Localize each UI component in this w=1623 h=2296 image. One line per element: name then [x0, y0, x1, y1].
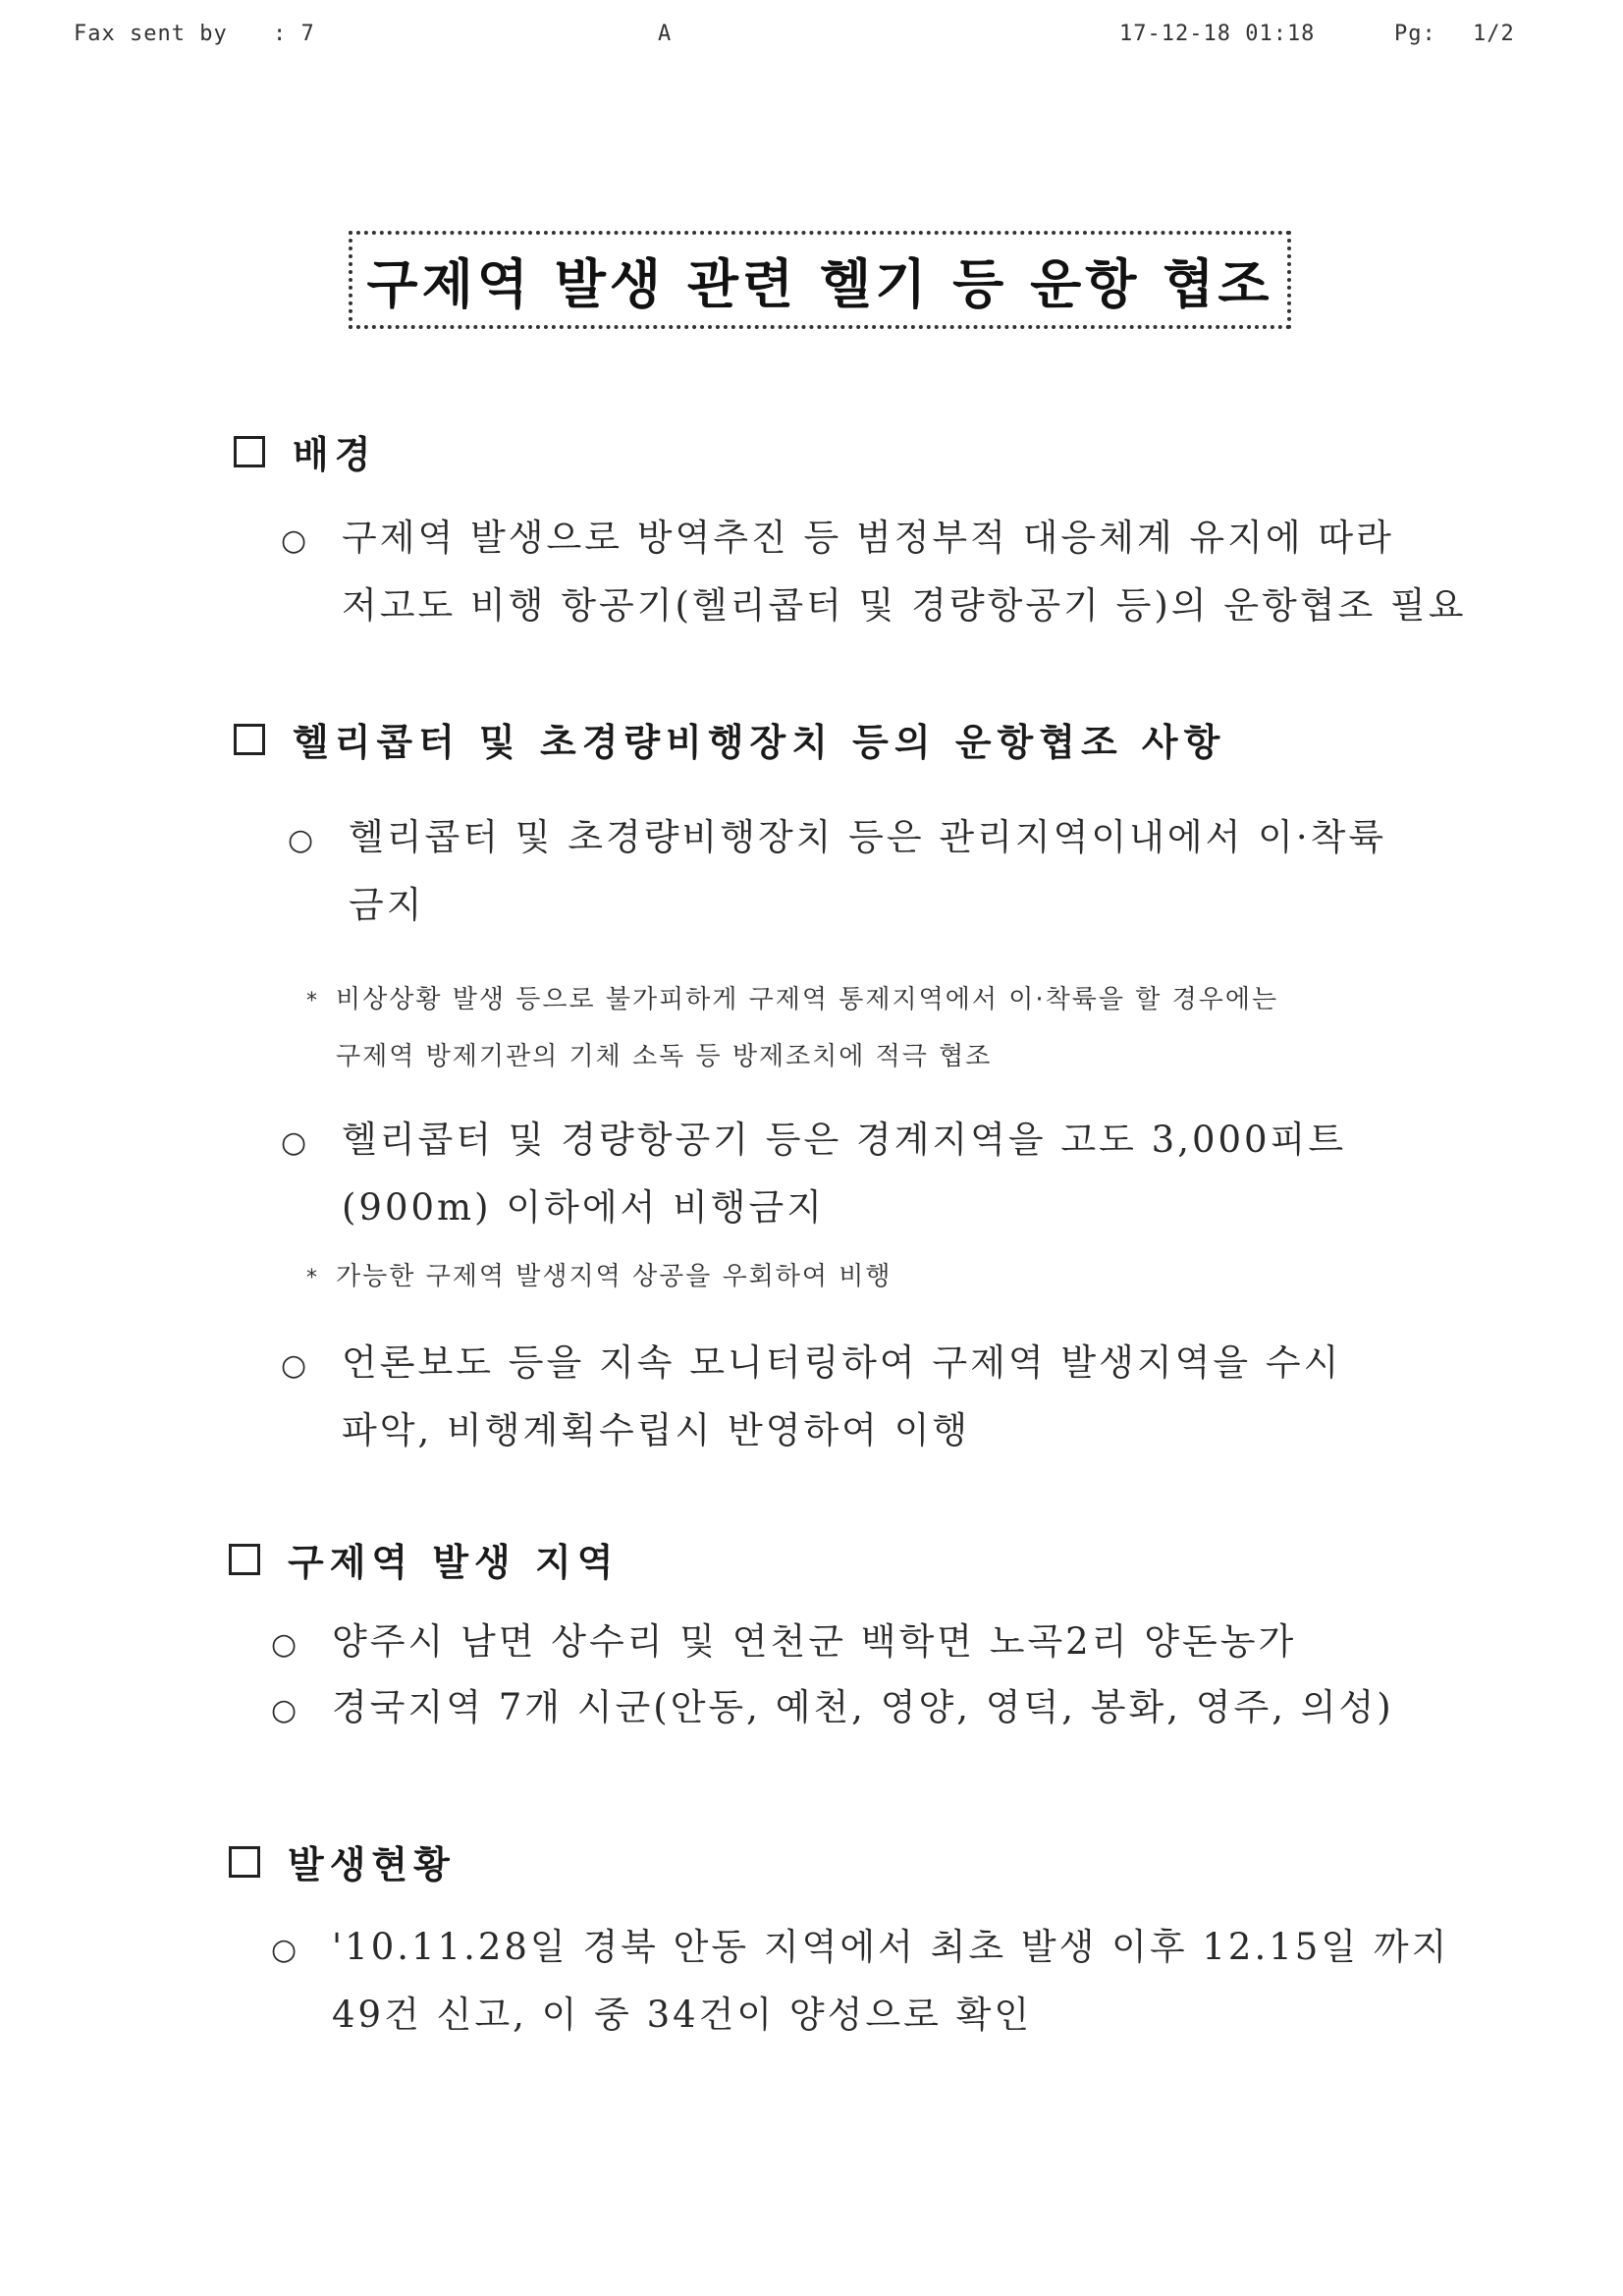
circle-bullet-icon: ○	[271, 1693, 300, 1727]
bullet-text-continued: 49건 신고, 이 중 34건이 양성으로 확인	[332, 1994, 1033, 2036]
background-bullet	[281, 506, 1467, 638]
bullet-text-continued: 파악, 비행계획수립시 반영하여 이행	[342, 1409, 971, 1451]
section-heading-text: 발생현황	[288, 1842, 456, 1886]
circle-bullet-icon: ○	[271, 1627, 300, 1662]
fax-header	[0, 22, 1623, 51]
fax-mark: A	[658, 22, 673, 46]
fax-sender-id: : 7	[273, 22, 315, 46]
circle-bullet-icon: ○	[281, 1125, 310, 1160]
section-status-heading	[229, 1834, 456, 1888]
bullet-text: 구제역 발생으로 방역추진 등 범정부적 대응체계 유지에 따라	[342, 517, 1394, 559]
bullet-text: 언론보도 등을 지속 모니터링하여 구제역 발생지역을 수시	[342, 1341, 1342, 1384]
cooperation-bullet-1	[288, 805, 1386, 938]
section-regions-heading	[229, 1532, 619, 1586]
document-title: 구제역 발생 관련 헬기 등 운항 협조	[366, 252, 1273, 315]
region-text: 양주시 남면 상수리 및 연천군 백학면 노곡2리 양돈농가	[332, 1620, 1297, 1663]
status-bullet	[271, 1915, 1449, 2048]
note-text: 비상상황 발생 등으로 불가피하게 구제역 통제지역에서 이·착륙을 할 경우에는	[336, 985, 1279, 1014]
bullet-text-continued: 금지	[349, 884, 425, 926]
section-heading-text: 배경	[293, 432, 377, 476]
asterisk-icon: *	[306, 1266, 319, 1290]
list-item	[271, 1676, 1394, 1742]
cooperation-bullet-2	[281, 1108, 1346, 1240]
fax-sent-by-label: Fax sent by	[74, 22, 228, 46]
note-text-continued: 구제역 방제기관의 기체 소독 등 방제조치에 적극 협조	[336, 1042, 993, 1071]
note-text: 가능한 구제역 발생지역 상공을 우회하여 비행	[336, 1262, 893, 1291]
circle-bullet-icon: ○	[288, 823, 317, 857]
bullet-text: 헬리콥터 및 경량항공기 등은 경계지역을 고도 3,000피트	[342, 1119, 1347, 1161]
section-heading-text: 구제역 발생 지역	[288, 1540, 620, 1584]
bullet-text: '10.11.28일 경북 안동 지역에서 최초 발생 이후 12.15일 까지	[332, 1926, 1450, 1968]
circle-bullet-icon: ○	[271, 1933, 300, 1967]
bullet-text-continued: 저고도 비행 항공기(헬리콥터 및 경량항공기 등)의 운항협조 필요	[342, 584, 1467, 627]
region-text: 경국지역 7개 시군(안동, 예천, 영양, 영덕, 봉화, 영주, 의성)	[332, 1686, 1394, 1728]
section-cooperation-heading	[234, 712, 1225, 766]
checkbox-icon	[234, 436, 265, 467]
cooperation-note-1	[306, 972, 1278, 1084]
cooperation-bullet-3	[281, 1331, 1341, 1463]
list-item	[271, 1611, 1394, 1676]
regions-list	[271, 1611, 1394, 1742]
section-background-heading	[234, 424, 376, 478]
fax-page-number: 1/2	[1473, 22, 1515, 46]
fax-datetime: 17-12-18 01:18	[1119, 22, 1316, 46]
title-box	[349, 231, 1291, 329]
bullet-text-continued: (900m) 이하에서 비행금지	[342, 1186, 826, 1229]
circle-bullet-icon: ○	[281, 1348, 310, 1383]
cooperation-note-2	[306, 1249, 893, 1306]
bullet-text: 헬리콥터 및 초경량비행장치 등은 관리지역이내에서 이·착륙	[349, 816, 1387, 858]
checkbox-icon	[229, 1846, 260, 1878]
checkbox-icon	[234, 724, 265, 755]
asterisk-icon: *	[306, 989, 319, 1013]
checkbox-icon	[229, 1544, 260, 1575]
fax-page-label: Pg:	[1394, 22, 1436, 46]
circle-bullet-icon: ○	[281, 523, 310, 558]
section-heading-text: 헬리콥터 및 초경량비행장치 등의 운항협조 사항	[293, 720, 1226, 764]
